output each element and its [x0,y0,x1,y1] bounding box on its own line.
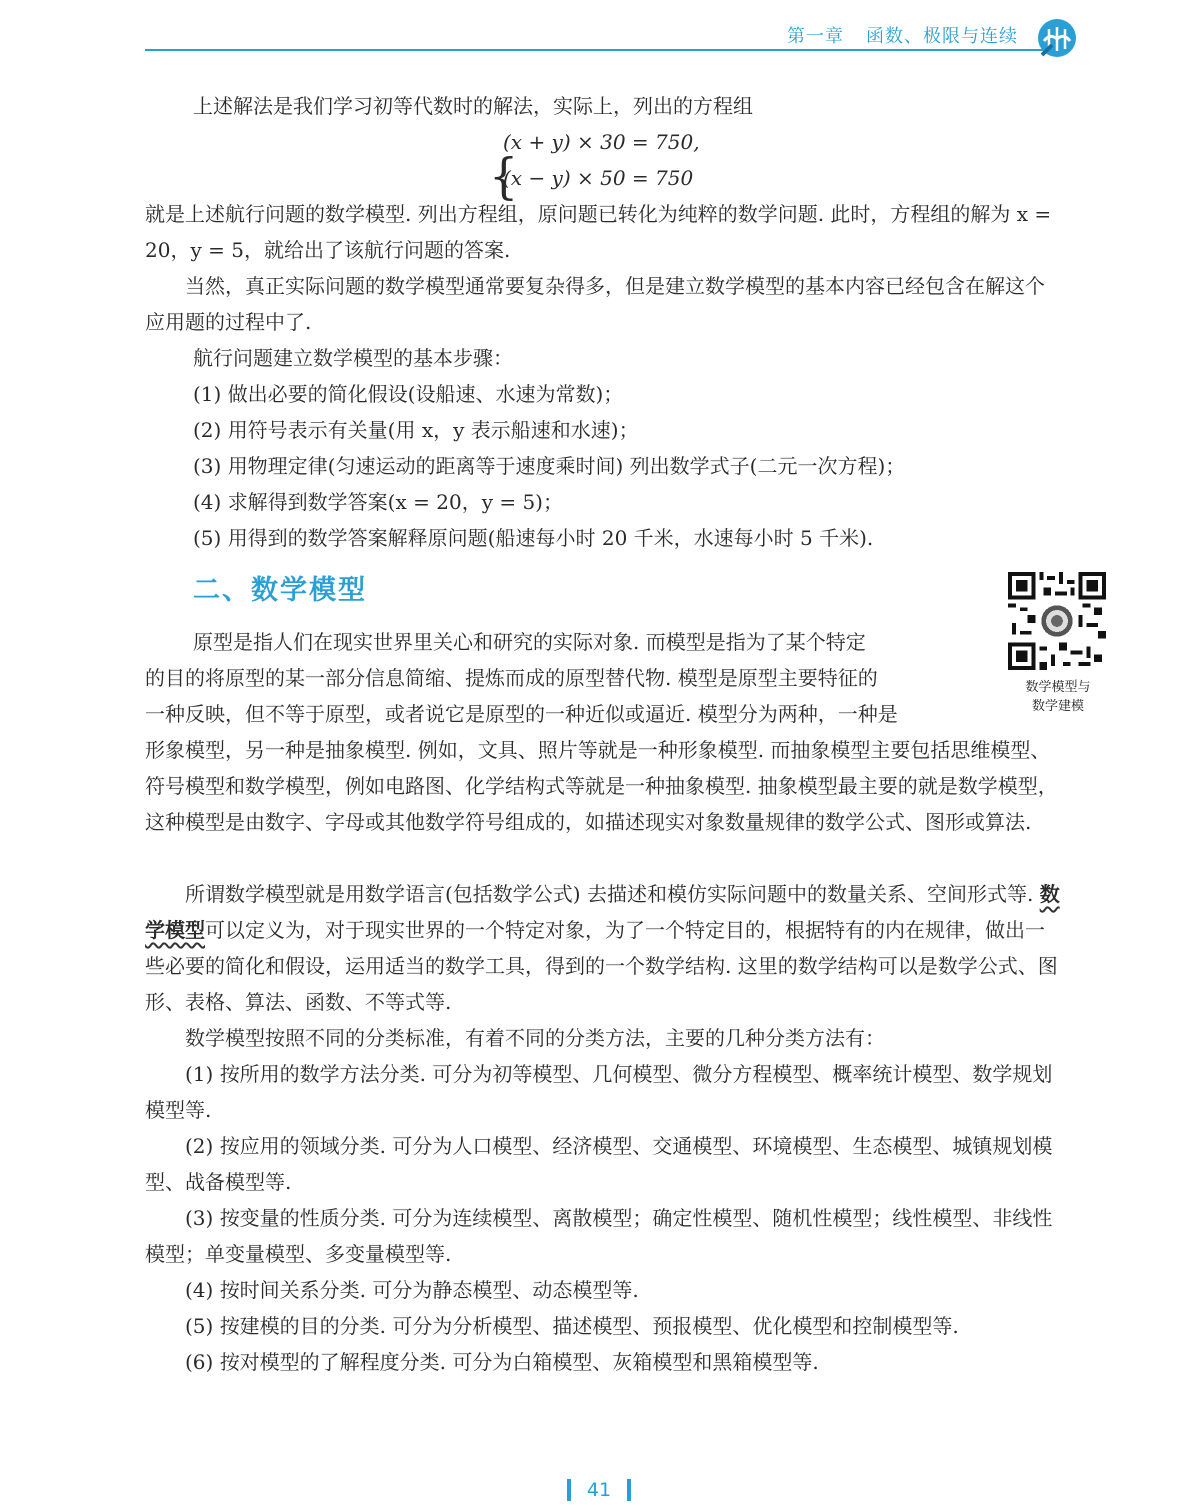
chapter-title: 函数、极限与连续 [866,26,1018,47]
paragraph-line: 原型是指人们在现实世界里关心和研究的实际对象. 而模型是指为了某个特定 [193,630,866,654]
paragraph: 形象模型，另一种是抽象模型. 例如，文具、照片等就是一种形象模型. 而抽象模型主要包括思维模型、符号模型和数学模型，例如电路图、化学结构式等就是一种抽象模型. 抽象模型最主要的就是数学模型，这种模型是由数字、字母或其他数学符号组成的，如描述现实对象数量规律的数学公式、图形或算法. [145,738,1058,834]
paragraph: 所谓数学模型就是用数学语言(包括数学公式) 去描述和模仿实际问题中的数量关系、空间形式等. 数学模型可以定义为，对于现实世界的一个特定对象，为了一个特定目的，根据特有的内在规律，做出一些必要的简化和假设，运用适当的数学工具，得到的一个数学结构. 这里的数学结构可以是数学公式、图形、表格、算法、函数、不等式等. [145,882,1060,1014]
paragraph: 数学模型按照不同的分类标准，有着不同的分类方法，主要的几种分类方法有： [185,1026,885,1050]
page-number: 41 [586,1479,612,1501]
paragraph-line: 的目的将原型的某一部分信息简缩、提炼而成的原型替代物. 模型是原型主要特征的 [145,666,878,690]
equation-2: (x − y) × 50 = 750 [503,166,694,190]
header-rule [145,49,1045,51]
steps-title: 航行问题建立数学模型的基本步骤： [193,346,513,370]
paragraph: 当然，真正实际问题的数学模型通常要复杂得多，但是建立数学模型的基本内容已经包含在解这个应用题的过程中了. [145,274,1045,334]
running-header [787,22,1018,48]
classification-item: (5) 按建模的目的分类. 可分为分析模型、描述模型、预报模型、优化模型和控制模型等. [185,1314,959,1338]
paragraph-line: 一种反映，但不等于原型，或者说它是原型的一种近似或逼近. 模型分为两种，一种是 [145,702,898,726]
classification-item: (1) 按所用的数学方法分类. 可分为初等模型、几何模型、微分方程模型、概率统计模型、数学规划模型等. [145,1062,1053,1122]
qr-caption: 数学模型与 数学建模 [1025,680,1091,714]
page-number-bar-right [627,1479,631,1501]
step-item: (1) 做出必要的简化假设(设船速、水速为常数)； [193,382,624,406]
step-item: (5) 用得到的数学答案解释原问题(船速每小时 20 千米，水速每小时 5 千米). [193,526,874,550]
classification-item: (4) 按时间关系分类. 可分为静态模型、动态模型等. [185,1278,639,1302]
equation-brace: { [489,147,519,205]
step-item: (4) 求解得到数学答案(x = 20，y = 5)； [193,490,563,514]
step-item: (2) 用符号表示有关量(用 x，y 表示船速和水速)； [193,418,639,442]
book-logo-icon [1036,17,1078,59]
paragraph: 就是上述航行问题的数学模型. 列出方程组，原问题已转化为纯粹的数学问题. 此时，方程组的解为 x = 20，y = 5，就给出了该航行问题的答案. [145,202,1052,262]
intro-line: 上述解法是我们学习初等代数时的解法，实际上，列出的方程组 [193,94,753,118]
classification-item: (3) 按变量的性质分类. 可分为连续模型、离散模型；确定性模型、随机性模型；线性模型、非线性模型；单变量模型、多变量模型等. [145,1206,1053,1266]
classification-item: (6) 按对模型的了解程度分类. 可分为白箱模型、灰箱模型和黑箱模型等. [185,1350,819,1374]
equation-1: (x + y) × 30 = 750, [503,130,700,154]
chapter-label: 第一章 [787,26,844,47]
section-title: 二、数学模型 [193,575,367,606]
key-term: 数学模型 [145,882,1060,942]
classification-item: (2) 按应用的领域分类. 可分为人口模型、经济模型、交通模型、环境模型、生态模型、城镇规划模型、战备模型等. [145,1134,1053,1194]
step-item: (3) 用物理定律(匀速运动的距离等于速度乘时间) 列出数学式子(二元一次方程)； [193,454,906,478]
qr-code-icon[interactable] [1008,572,1106,670]
